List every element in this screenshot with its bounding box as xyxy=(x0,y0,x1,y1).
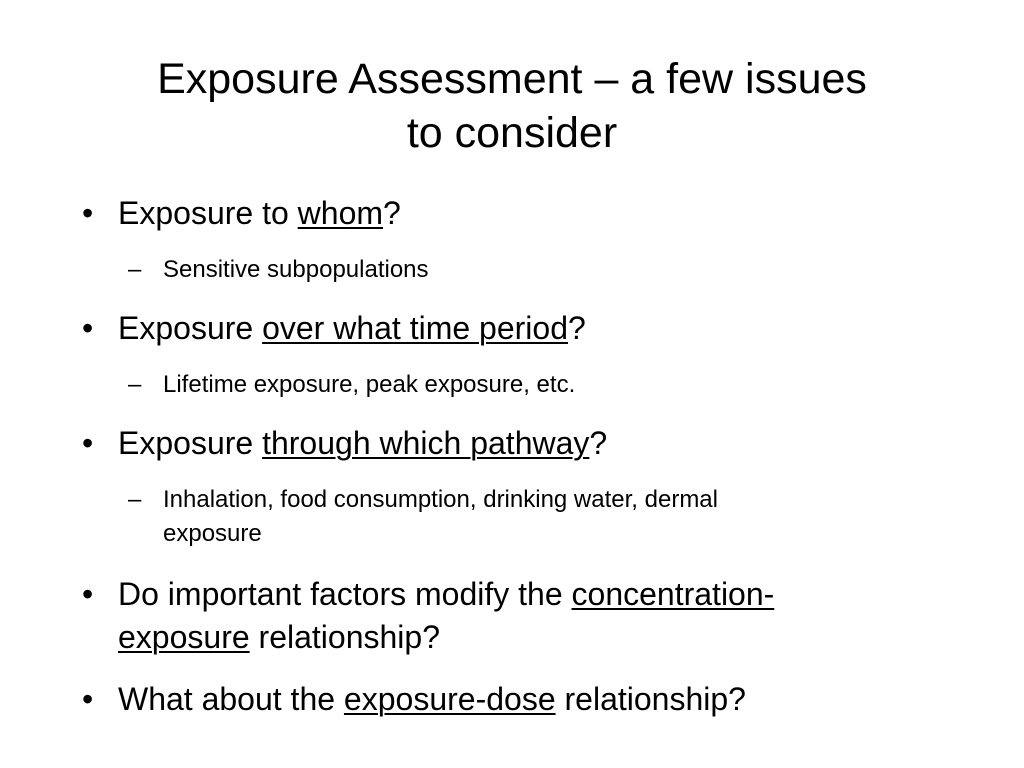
dash-marker: – xyxy=(128,371,142,398)
bullet-text-pre: Exposure xyxy=(118,425,263,461)
bullet-text-post: relationship? xyxy=(555,681,746,717)
slide-title-line-2: to consider xyxy=(406,109,618,157)
slide-title xyxy=(60,52,964,160)
bullet-marker: • xyxy=(82,681,94,717)
sub-item-text-line-1: Inhalation, food consumption, drinking water, dermal xyxy=(163,486,718,513)
bullet-text-underlined: concentration- xyxy=(571,576,775,612)
bullet-text xyxy=(118,307,958,350)
bullet-marker: • xyxy=(82,576,94,612)
sub-item-text: Sensitive subpopulations xyxy=(163,256,429,283)
bullet-text xyxy=(118,573,958,659)
bullet-text-post: ? xyxy=(383,195,401,231)
slide-title-line-1: Exposure Assessment – a few issues xyxy=(157,55,867,103)
bullet-text-pre: What about the xyxy=(118,681,344,717)
bullet-marker: • xyxy=(82,425,94,461)
sub-item-text: Lifetime exposure, peak exposure, etc. xyxy=(163,371,576,398)
bullet-text xyxy=(118,678,958,721)
bullet-text-pre: Exposure xyxy=(118,310,263,346)
bullet-text xyxy=(118,422,958,465)
bullet-text-underlined: exposure-dose xyxy=(343,681,556,717)
bullet-marker: • xyxy=(82,195,94,231)
bullet-marker: • xyxy=(82,310,94,346)
bullet-text-post: ? xyxy=(568,310,586,346)
sub-item-text-line-2: exposure xyxy=(163,520,262,547)
bullet-text-underlined: whom xyxy=(297,195,384,231)
bullet-text-underlined: through which pathway xyxy=(262,425,590,461)
dash-marker: – xyxy=(128,486,142,513)
bullet-text-underlined-2: exposure xyxy=(118,619,250,655)
dash-marker: – xyxy=(128,256,142,283)
sub-item-text xyxy=(163,483,983,551)
bullet-text-pre: Exposure to xyxy=(118,195,298,231)
bullet-text-post: ? xyxy=(589,425,608,461)
bullet-text-underlined: over what time period xyxy=(262,310,568,346)
bullet-text-pre: Do important factors modify the xyxy=(118,576,572,612)
bullet-text-post: relationship? xyxy=(249,619,440,655)
bullet-text xyxy=(118,192,958,235)
